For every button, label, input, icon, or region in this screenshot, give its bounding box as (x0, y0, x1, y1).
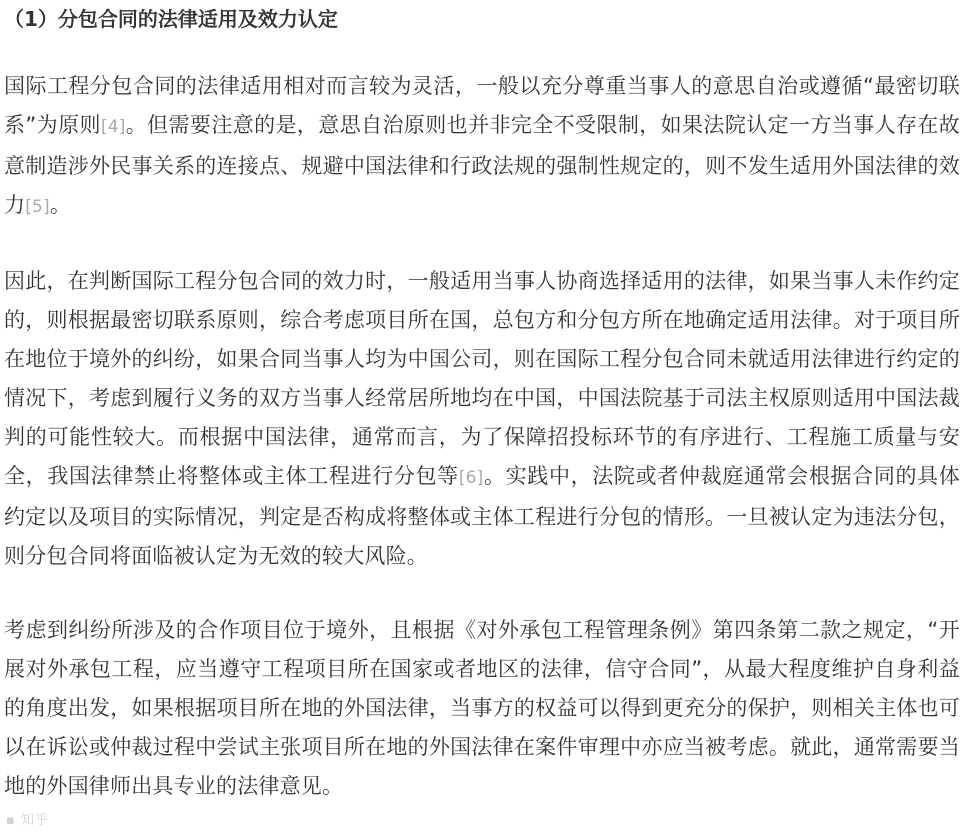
paragraph-1-text-a: 国际工程分包合同的法律适用相对而言较为灵活，一般以充分尊重当事人的意思自治或遵循“最密切联系”为原则 (4, 74, 960, 137)
paragraph-3-text: 考虑到纠纷所涉及的合作项目位于境外，且根据《对外承包工程管理条例》第四条第二款之规定，“开展对外承包工程，应当遵守工程项目所在国家或者地区的法律，信守合同”，从最大程度维护自身利益的角度出发，如果根据项目所在地的外国法律，当事方的权益可以得到更充分的保护，则相关主体也可以在诉讼或仲裁过程中尝试主张项目所在地的外国法律在案件审理中亦应当被考虑。就此，通常需要当地的外国律师出具专业的法律意见。 (4, 618, 960, 798)
paragraph-1-text-c: 。 (49, 193, 72, 217)
citation-ref-6[interactable]: [6] (458, 468, 484, 488)
citation-ref-5[interactable]: [5] (25, 197, 50, 217)
watermark-logo: ▪ 知乎 (6, 813, 49, 828)
paragraph-1-text-b: 。但需要注意的是，意思自治原则也并非完全不受限制，如果法院认定一方当事人存在故意制造涉外民事关系的连接点、规避中国法律和行政法规的强制性规定的，则不发生适用外国法律的效力 (4, 113, 960, 217)
paragraph-3 (4, 611, 960, 806)
section-heading: （1）分包合同的法律适用及效力认定 (4, 7, 338, 31)
paragraph-2 (4, 262, 960, 576)
citation-ref-4[interactable]: [4] (100, 117, 126, 137)
paragraph-1 (4, 67, 960, 227)
paragraph-2-text-b: 。实践中，法院或者仲裁庭通常会根据合同的具体约定以及项目的实际情况，判定是否构成将整体或主体工程进行分包的情形。一旦被认定为违法分包，则分包合同将面临被认定为无效的较大风险。 (4, 464, 960, 568)
paragraph-2-text-a: 因此，在判断国际工程分包合同的效力时，一般适用当事人协商选择适用的法律，如果当事人未作约定的，则根据最密切联系原则，综合考虑项目所在国，总包方和分包方所在地确定适用法律。对于项目所在地位于境外的纠纷，如果合同当事人均为中国公司，则在国际工程分包合同未就适用法律进行约定的情况下，考虑到履行义务的双方当事人经常居所地均在中国，中国法院基于司法主权原则适用中国法裁判的可能性较大。而根据中国法律，通常而言，为了保障招投标环节的有序进行、工程施工质量与安全，我国法律禁止将整体或主体工程进行分包等 (4, 269, 960, 488)
